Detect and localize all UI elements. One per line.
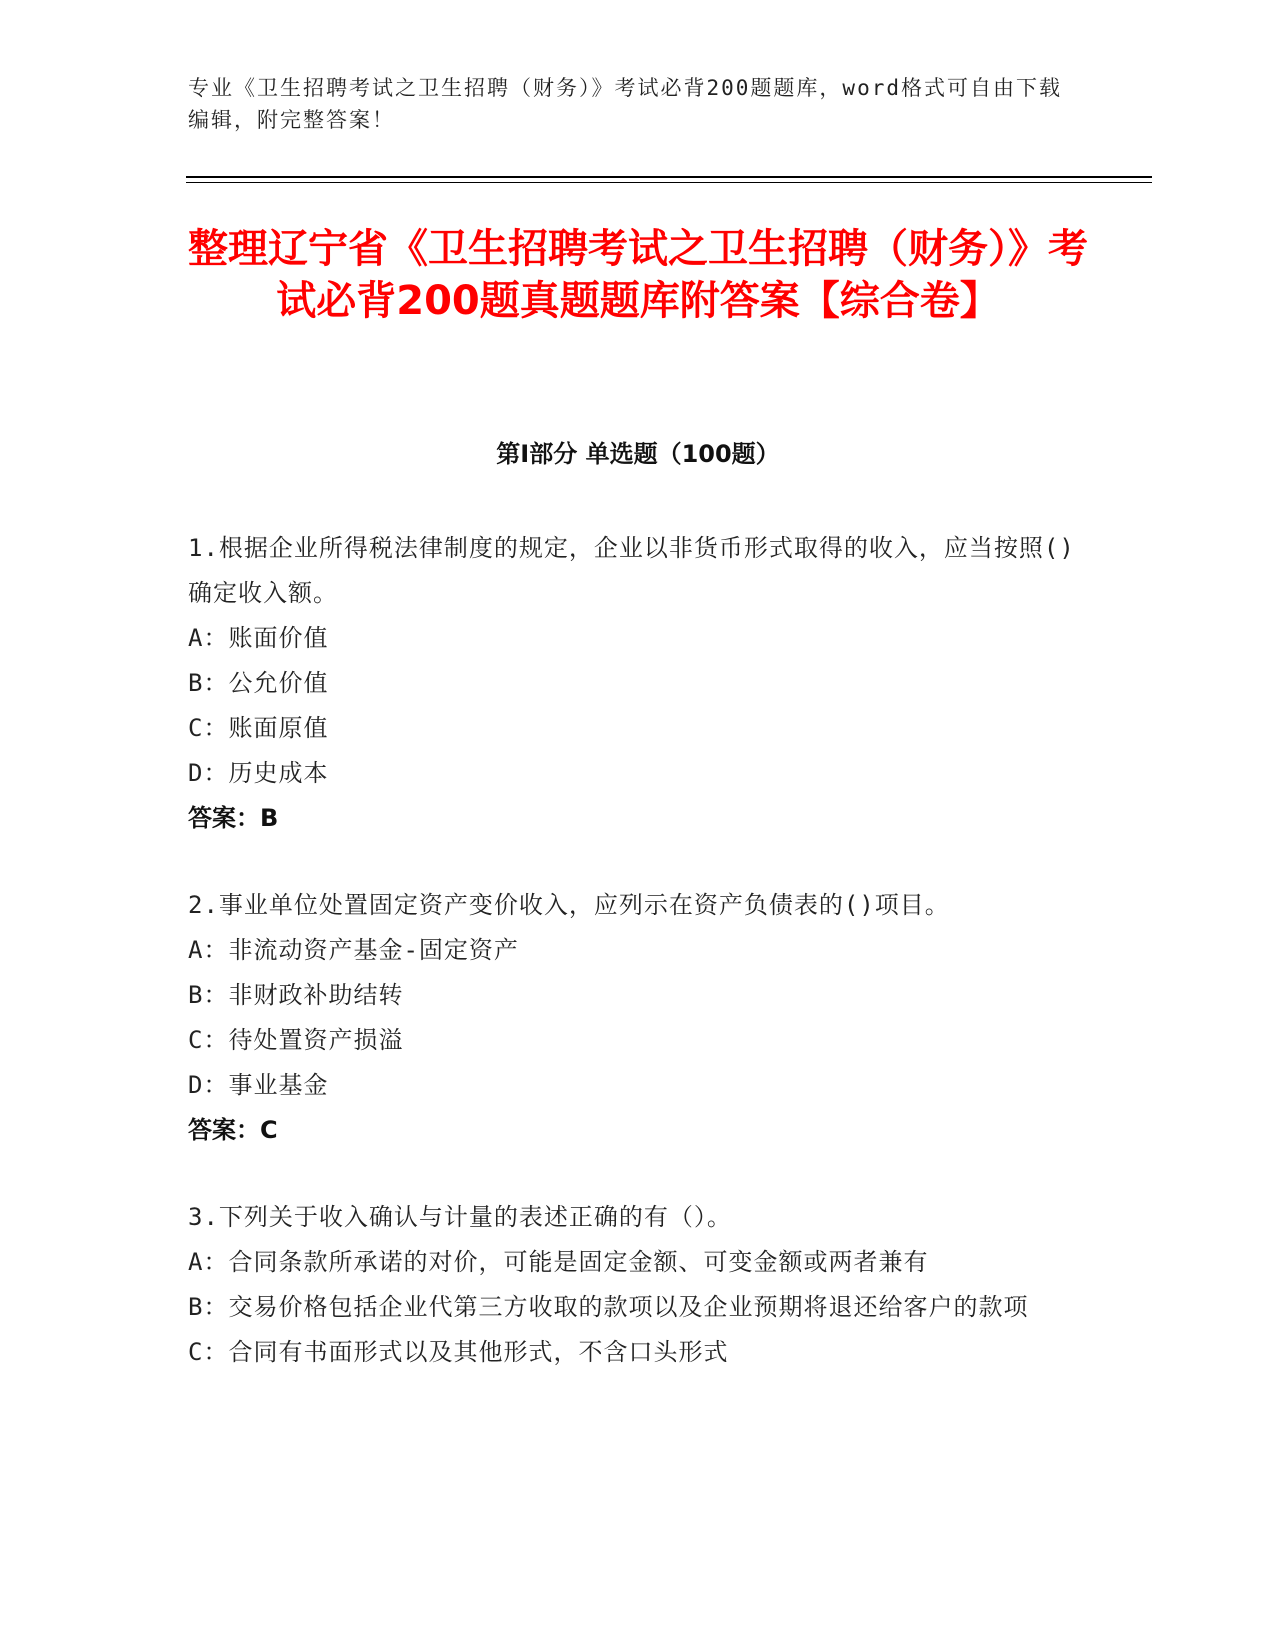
- intro-text: 专业《卫生招聘考试之卫生招聘（财务）》考试必背200题题库，word格式可自由下载编辑，附完整答案！: [188, 76, 1062, 132]
- option-a: A：非流动资产基金-固定资产: [188, 936, 519, 964]
- option-a: A：合同条款所承诺的对价，可能是固定金额、可变金额或两者兼有: [188, 1248, 929, 1276]
- option-d: D：历史成本: [188, 759, 329, 787]
- question-text: 1.根据企业所得税法律制度的规定，企业以非货币形式取得的收入，应当按照()确定收入额。: [188, 534, 1075, 607]
- answer-text: 答案：C: [188, 1116, 278, 1144]
- question-text: 2.事业单位处置固定资产变价收入，应列示在资产负债表的()项目。: [188, 891, 950, 919]
- question-item: [188, 1195, 1088, 1375]
- option-b: B：交易价格包括企业代第三方收取的款项以及企业预期将退还给客户的款项: [188, 1293, 1029, 1321]
- option-c: C：合同有书面形式以及其他形式，不含口头形式: [188, 1338, 729, 1366]
- option-c: C：待处置资产损溢: [188, 1026, 404, 1054]
- question-item: [188, 883, 1088, 1153]
- section-title: 第Ⅰ部分 单选题（100题）: [496, 440, 780, 468]
- question-list: [188, 526, 1088, 1417]
- header-divider: [186, 176, 1152, 178]
- option-a: A：账面价值: [188, 624, 329, 652]
- option-b: B：非财政补助结转: [188, 981, 404, 1009]
- option-c: C：账面原值: [188, 714, 329, 742]
- header-divider-thin: [186, 182, 1152, 183]
- question-item: [188, 526, 1088, 841]
- answer-text: 答案：B: [188, 804, 279, 832]
- option-d: D：事业基金: [188, 1071, 329, 1099]
- option-b: B：公允价值: [188, 669, 329, 697]
- question-text: 3.下列关于收入确认与计量的表述正确的有（）。: [188, 1203, 732, 1231]
- document-title: 整理辽宁省《卫生招聘考试之卫生招聘（财务）》考试必背200题真题题库附答案【综合卷】: [188, 226, 1088, 324]
